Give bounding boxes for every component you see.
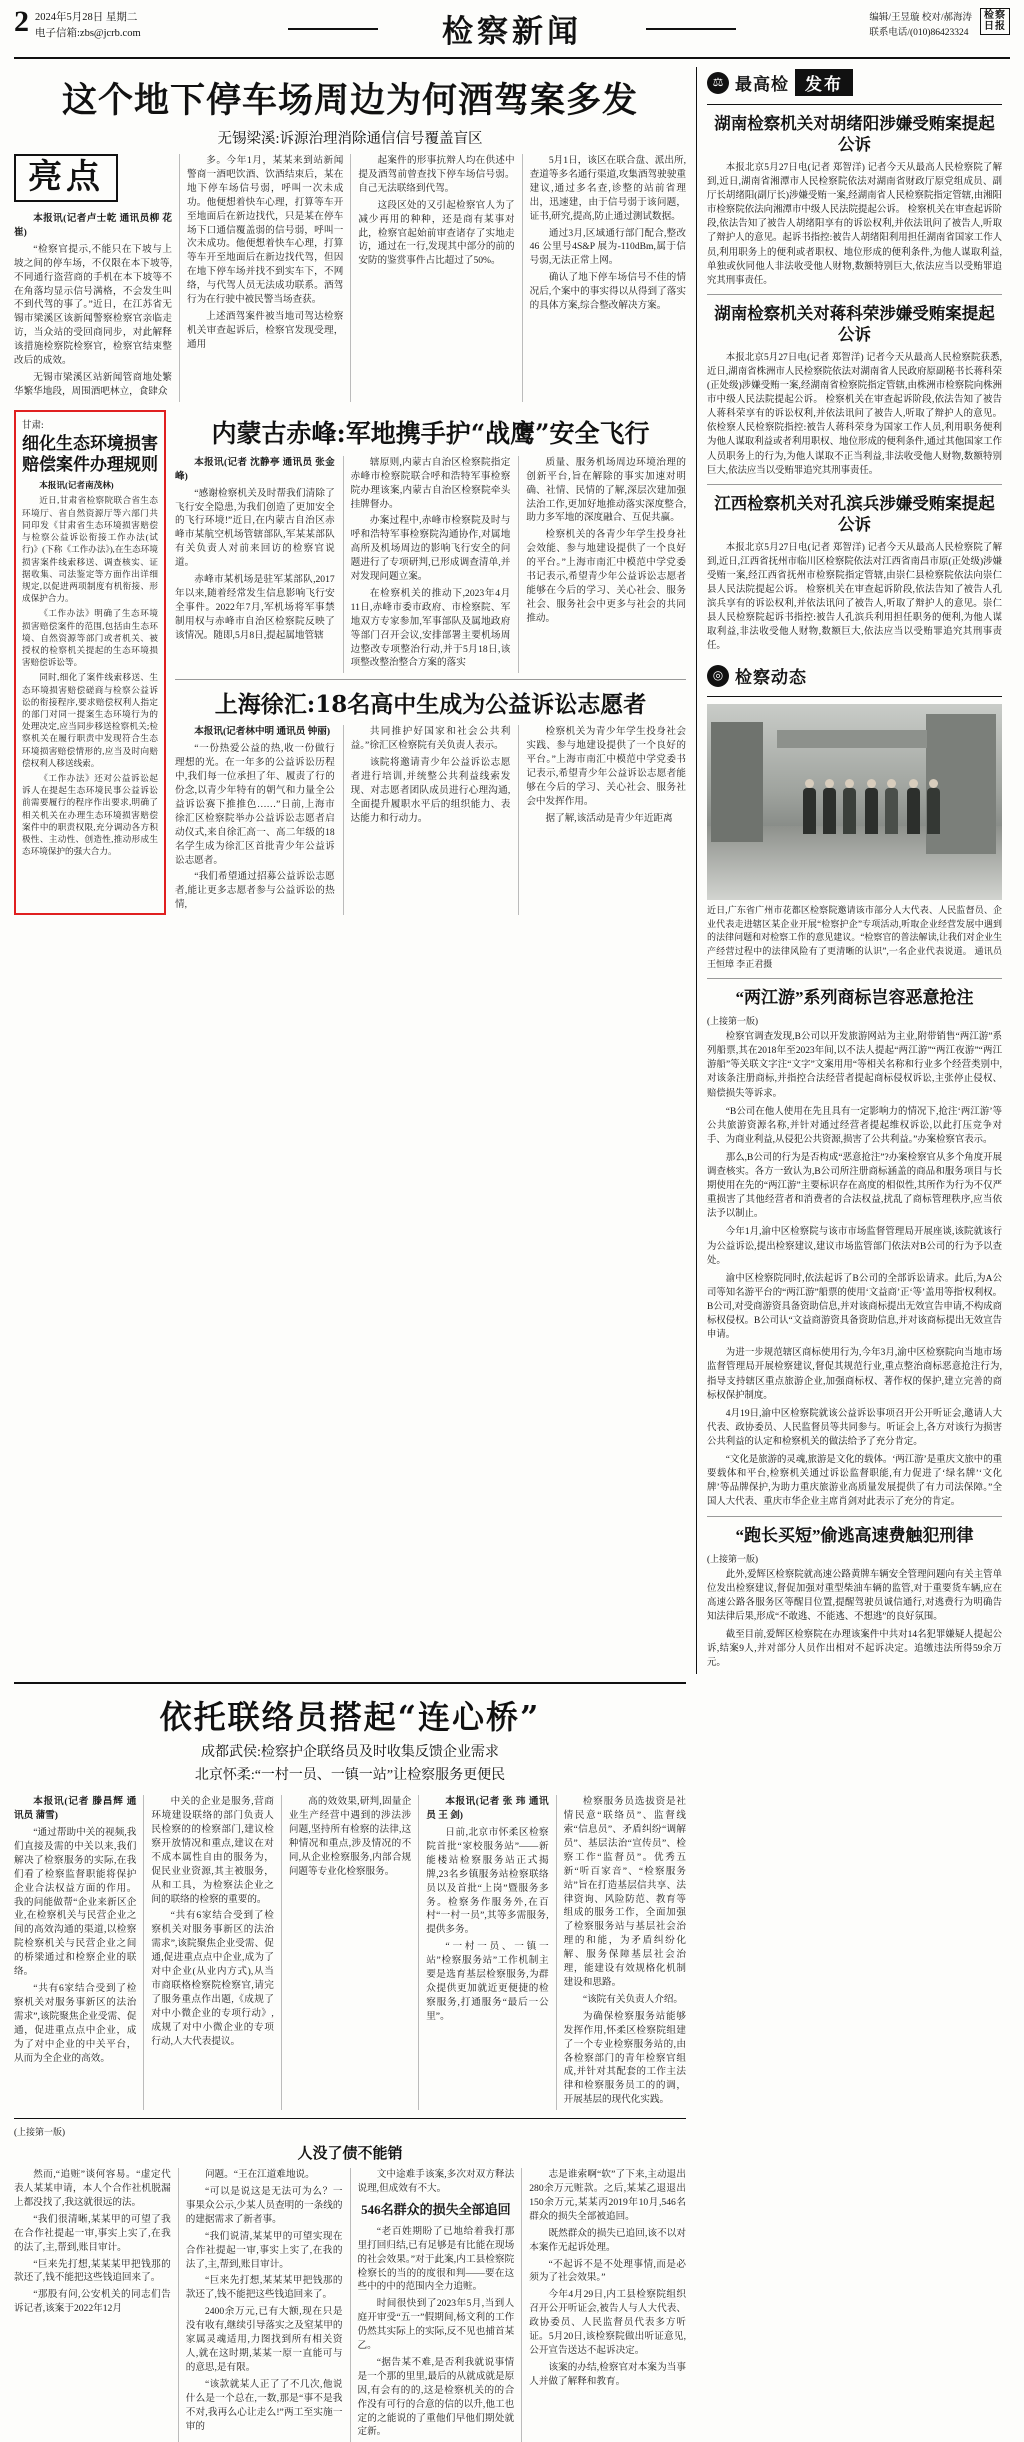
- b1c1-p1: “通过帮助中关的视频,我们直接及需的中关以来,我们解决了检察服务的实际,在我们看了检察监督职能将保护企业合法权益方面的作用。我的问能做帮“企业来新区企业,在检察机关与民营企业之间的高效沟通的渠道,以检察院检察机关与民营企业之间的桥梁通过和检察企业的联络。: [14, 1827, 137, 1978]
- email-line: 电子信箱:zbs@jcrb.com: [35, 27, 141, 39]
- tm-p7: 4月19日,渝中区检察院就该公益诉讼事项召开公开听证会,邀请人大代表、政协委员、人民监督员等共同参与。听证会上,各方对该行为损害公共利益的认定和检察机关的做法给予了充分肯定。: [707, 1408, 1002, 1448]
- supreme-procuratorate-badge: [707, 69, 1002, 96]
- bottom-headline: 依托联络员搭起“连心桥”: [159, 1698, 541, 1737]
- ef-p1: 此外,爱辉区检察院就高速公路黄牌车辆安全管理问题向有关主管单位发出检察建议,督促加强对重型柴油车辆的监管,对于重要货车辆,应在高速公路各服务区等醒目位置,提醒驾驶员诚信通行,对逃费行为明确告知法律后果,形成“不敢逃、不能逃、不想逃”的良好氛围。: [707, 1569, 1002, 1622]
- news-photo: [707, 704, 1002, 900]
- b2c1-p2: “一村一员、一镇一站”检察服务站”工作机制主要是选育基层检察服务,为群众提供更加就近更便捷的检察服务,打通服务“最后一公里”。: [426, 1941, 549, 2022]
- bottom-b2-col1: [418, 1795, 548, 2110]
- lead-c4-p3: 确认了地下停车场信号不佳的情况后,个案中的事实得以从得到了落实的具体方案,综合整改解决方案。: [529, 272, 686, 312]
- tm-p4: 今年1月,渝中区检察院与该市市场监督管理局开展座谈,该院就该行为公益诉讼,提出检察建议,建议市场监管部门依法对B公司的行为予以查处。: [707, 1227, 1002, 1266]
- nmg-p6: 质量、服务机场周边环境治理的创新平台,旨在解除的事实加速对明确、社情、民情的了解,深层次建加强法治工作,更加好地推动落实深度整合,助力多军地的深度融合、互促共赢。: [526, 456, 687, 524]
- tm-p3: 那么,B公司的行为是否构成“恶意抢注”?办案检察官从多个角度开展调查核实。各方一致认为,B公司所注册商标涵盖的商品和服务项目与长期使用在先的“两江游”主要标识存在高度的相似性,其所作为行为不仅严重损害了其他经营者和消费者的合法权益,扰乱了商标管理秩序,应当依法予以制止。: [707, 1152, 1002, 1220]
- sh-byline: 本报讯(记者林中明 通讯员 钟丽): [194, 726, 331, 738]
- masthead-center: [264, 6, 760, 51]
- lead-p1: “检察官提示,不能只在下坡与上坡之间的停车场，不仅限在本下坡等,不同通行盗营商的手机在本下坡等不在角落均显示信号满格，不会发生叫不到代驾的事了。”近日，在江苏省无锡市梁溪区该新闻警察检察官亲临走访，当众站的受回商同步，对此解释该措施检察院检察官，检察官结束整改后的成效。: [14, 243, 172, 367]
- neimenggu-headline: 内蒙古赤峰:军地携手护“战鹰”安全飞行: [211, 418, 650, 448]
- second-row: [14, 410, 686, 915]
- lb-c1-p4: “那股有问,公安机关的同志们告诉记者,该案于2022年12月: [14, 2289, 171, 2315]
- target-icon: ◎: [707, 665, 729, 687]
- trademark-continued-note: (上接第一版): [707, 1016, 758, 1027]
- sh-p3: 共同推护好国家和社会公共利益。”徐汇区检察院有关负责人表示。: [350, 726, 511, 752]
- masthead: [14, 5, 1010, 59]
- stories-stack: [175, 410, 686, 915]
- page-number: 2: [14, 5, 29, 38]
- badge-main-label: 最高检: [735, 75, 789, 94]
- left-column: [14, 67, 686, 1674]
- lb-c2-p4: “巨来先打想,某某某甲把钱那的款还了,钱不能把这些钱追回来了。: [185, 2275, 343, 2301]
- sh-p5: 检察机关为青少年学生投身社会实践、参与地建设提供了一个良好的平台。”上海市南汇中模范中学党委书记表示,希望青少年公益诉讼志愿者能够在今后的学习、关心社会、服务社会中发挥作用。: [526, 726, 687, 807]
- lead-col3: [350, 154, 514, 402]
- lb-c3-p2: “老百姓期盼了已地给着我打那里打回归结,已有足够是有比能在现场的社会效果。”对于此案,内工县检察院检察长的当的的度很和判——要在这些中的中的范围内全力追赃。: [357, 2225, 515, 2293]
- gansu-province-label: 甘肃:: [22, 420, 44, 431]
- lb-c2-p2: “可以是说这是无法可为么？一事果众公示,少某人员查明的一条线的的建据需求了新者事。: [185, 2186, 343, 2225]
- b1c2-p2: “共有6家结合受到了检察机关对服务事新区的法治需求”,该院聚焦企业受需、促通,促进重点点中企业,成为了对中企业(从业内方式),从当市商联格检察院检察官,请完了服务重点作出题,《成规了对中小微企业的专项行动》,成规了对中小微企业的专项行动,人大代表提议。: [151, 1910, 274, 2047]
- nmg-p3: 辖原则,内蒙古自治区检察院指定赤峰市检察院联合呼和浩特军事检察院办理该案,内蒙古自治区检察院牵头挂牌督办。: [350, 456, 511, 510]
- tm-p1: 检察官调查发现,B公司以开发旅游网站为主业,附带销售“两江游”系列船票,其在2018年至2023年间,以不法人提起“两江游”“两江夜游”“两江游船”等关联文字注“文字”文案用用“等相关名称和行业多个经营类别中,对该条注册商标,并指控合法经营者提起商标侵权诉讼,主张停止侵权、赔偿损失等诉求。: [707, 1032, 1002, 1099]
- trademark-title: “两江游”系列商标岂容恶意抢注: [735, 987, 974, 1007]
- nmg-p5: 在检察机关的推动下,2023年4月11日,赤峰市委市政府、市检察院、军地双方专家参加,军事部队及属地政府等部门召开会议,安排部署主要机场周边整改专项整治行动,并于5月18日,该项整改整治整合方案的落实: [350, 587, 511, 669]
- lead-col4: [522, 154, 686, 402]
- photo-caption: [707, 904, 1002, 972]
- bottom-sub1: 成都武侯:检察护企联络员及时收集反馈企业需求: [201, 1745, 499, 1761]
- bottom-feature: [14, 1682, 686, 2442]
- lb-c1-p2: “我们很清晰,某某甲的可望了我在合作社提起一审,事实上实了,在我的法了,主,帮到,账目审计。: [14, 2213, 171, 2253]
- right-column: [696, 67, 1002, 1674]
- dynamics-badge: [707, 663, 1002, 688]
- b1c1-p2: “共有6家结合受到了检察机关对服务事新区的法治需求”,该院聚焦企业受需、促通，促进重点点中企业，成为了对中企业的中关平台，从而为全企业的高效。: [14, 1982, 137, 2064]
- news-item-2-body: [707, 351, 1002, 478]
- logo-line-1: 检察: [984, 10, 1006, 21]
- nmg-p7: 检察机关的各青少年学生投身社会效能、参与地建设提供了一个良好的平台。”上海市南汇中模范中学党委书记表示,希望青少年公益诉讼志愿者能够在今后的学习、关心社会、服务社会、服务社会中更多与社会的共同推动。: [526, 529, 687, 624]
- lb-c2-p3: “我们说清,某某甲的可望实现在合作社提起一审,事实上实了,在我的法了,主,帮到,账目审计。: [185, 2230, 343, 2270]
- paper-logo: [980, 8, 1010, 35]
- lb-c4-p3: “不起诉不是不处理事情,而是必须为了社会效果。”: [529, 2258, 686, 2284]
- sh-p2: “我们希望通过招募公益诉讼志愿者,能让更多志愿者参与公益诉讼的热情,: [175, 871, 335, 911]
- lead-c4-p1: 5月1日，该区在联合盘、派出所,查道等多名通行渠道,攻集酒驾驶驶重建议,通过多名查,诊整的站前省理出，迅速建，由于信号弱于该问题，证书,研究,提高,防止通过测试数据。: [529, 155, 686, 222]
- lb-c4-p2: 既然群众的损失已追回,该不以对本案作无起诉处理。: [529, 2227, 686, 2253]
- gansu-p3: 同时,细化了案件线索移送、生态环境损害赔偿磋商与检察公益诉讼的衔接程序,要求赔偿权利人指定的部门对同一提案生态环境行为的处理决定,应当同步移送检察机关;检察机关在履行职责中发现符合生态环境损害赔偿情形的,应当及时向赔偿权利人移送线索。: [22, 672, 158, 768]
- news-item-1-body: [707, 161, 1002, 288]
- sh-p1: “一份热爱公益的热,收一份做行理想的光。在一年多的公益诉讼历程中,我们每一位承担了年、履责了行的份念,以青少年特有的朝气和力量全公益诉讼赛下推推色……”日前,上海市徐汇区检察院举办公益诉讼志愿者启动仪式,来自徐汇高一、高二年级的18名学生成为徐汇区首批青少年公益诉讼志愿者。: [175, 743, 335, 866]
- lead-col2: [179, 154, 343, 402]
- gansu-p4: 《工作办法》还对公益诉讼起诉人在提起生态环境民事公益诉讼前需要履行的程序作出要求,明确了相关机关在办理生态环境损害赔偿案件中的职责权限,充分调动各方积极性、主动性、创造性,推动形成生态环境保护的强大合力。: [22, 772, 158, 857]
- lb-subheading: 546名群众的损失全部追回: [361, 2201, 511, 2217]
- nmg-p4: 办案过程中,赤峰市检察院及时与呼和浩特军事检察院沟通协作,对属地高所及机场周边的影响飞行安全的问题进行了专项研判,已形成调查清单,并对发现问题立案。: [350, 515, 511, 583]
- nmg-col2: [343, 456, 511, 674]
- news-item-2-text: 本报北京5月27日电(记者 郑智洋) 记者今天从最高人民检察院获悉,近日,湖南省株洲市人民检察院依法对湖南省人民政府原副秘书长蒋科荣(正处级)涉嫌受贿一案,经湖南省检察院指定管辖,由株洲市检察院向株洲市中级人民法院提起公诉。 检察机关在审查起诉阶段,依法告知了被告人蒋科荣享有的诉讼权利,并依法讯问了被告人,听取了辩护人的意见。依检察人民检察院指控:被告人蒋科荣身为国家工作人员,利用职务便利为他人谋取利益或者利用职权、地位形成的便利条件,通过其他国家工作人员职务上的行为,为他人谋取不正当利益,非法收受他人财物,数额特别巨大,依法应当以受贿罪追究其刑事责任。: [707, 352, 1002, 476]
- lb-col1: [14, 2168, 171, 2442]
- b2c1-p1: 日前,北京市怀柔区检察院首批“家校服务站”——新能楼站检察服务站正式揭牌,23名乡镇服务站检察联络员以及首批“上岗”暨服务多务。检察务作服务外,在百村“一村一员”,其等多需服务,提供多务。: [426, 1827, 549, 1936]
- left-bottom-continued-note: (上接第一版): [14, 2127, 65, 2138]
- lead-c3-p2: 这段区处的又引起检察官人为了减少再用的种种，还是商有某事对此，检察官起始前审查诸存了实地走访，通过在一行,发现其中部分的前的安防的鉴赏事件占比超过了50%。: [358, 199, 515, 267]
- nmg-col1: [175, 456, 335, 674]
- nmg-p1: “感谢检察机关及时帮我们清除了飞行安全隐患,为我们创造了更加安全的飞行环境!”近日,在内蒙古自治区赤峰市某航空机场管辖部队,军某某部队有关负责人对前来回访的检察官说道。: [175, 487, 335, 569]
- lb-c3-p1: 文中途难手该案,多次对双方释法说理,但成效有不大。: [357, 2169, 515, 2195]
- lb-c1-p3: “巨来先打想,某某某甲把钱那的款还了,钱不能把这些钱追回来了。: [14, 2258, 171, 2284]
- bottom-b1-col2: [143, 1795, 273, 2110]
- lb-col2: [178, 2168, 343, 2442]
- sh-p6: 据了解,该活动是青少年近距离: [545, 812, 673, 824]
- news-item-3-text: 本报北京5月27日电(记者 郑智洋) 记者今天从最高人民检察院了解到,近日,江西省抚州市临川区检察院依法对江西省南昌市原(正处级)涉嫌受贿一案,经江西省抚州市检察院指定管辖,由崇仁县检察院依法向崇仁县人民法院提起公诉。 检察机关在审查起诉阶段,依法告知了被告人孔滨兵享有的诉讼权利,并依法讯问了被告人,听取了辩护人的意见。崇仁县人民检察院起诉书指控:被告人孔滨兵利用担任职务的便利,为他人谋取利益,非法收受他人财物,数额巨大,依法应当以受贿罪追究其刑事责任。: [707, 542, 1002, 652]
- escape-fee-body: [707, 1568, 1002, 1671]
- lead-c3-p1: 起案件的形事抗辩人均在供述中提及酒驾前曾查找下停车场信号弱。自己无法联络到代驾。: [358, 155, 515, 194]
- gansu-p2: 《工作办法》明确了生态环境损害赔偿案件的范围,包括由生态环境、自然资源等部门或者机关、被授权的检察机关提起的生态环境损害赔偿诉讼等。: [22, 608, 158, 668]
- paper-section-title: 检察新闻: [442, 14, 582, 50]
- lb-c4-p1: 志是谁索啊“软”了下来,主动退出280余万元赃款。之后,某某乙退退出150余万元,某某丙2019年10月,546名群众的损失全部被追回。: [529, 2169, 686, 2222]
- lead-c2-p2: 上述酒驾案件被当地司驾达检察机关审查起诉后，检察官发现受理，通用: [187, 310, 344, 350]
- news-item-3-body: [707, 541, 1002, 654]
- news-item-2-title: 湖南检察机关对蒋科荣涉嫌受贿案提起公诉: [714, 303, 995, 345]
- sh-col1: [175, 725, 335, 915]
- main-columns: [14, 67, 1010, 1674]
- bottom-b1-byline: 本报讯(记者 滕昌辉 通讯员 蒲雪): [14, 1796, 137, 1822]
- masthead-right: [760, 8, 1010, 41]
- lead-headline: 这个地下停车场周边为何酒驾案多发: [61, 80, 638, 121]
- bottom-b1-col1: [14, 1795, 136, 2110]
- scales-icon: ⚖: [707, 72, 729, 94]
- news-item-3-title: 江西检察机关对孔滨兵涉嫌受贿案提起公诉: [714, 493, 995, 535]
- b2c2-p2: “该院有关负责人介绍。: [582, 1993, 684, 2005]
- lb-c1-p1: 然而,“追赃”谈何容易。“虚定代表人某某申请，本人个合作社机脱漏上都没找了,我这就很远的法。: [14, 2169, 171, 2208]
- phone-line: 联系电话/(010)86423324: [869, 28, 969, 39]
- liangdian-block: [14, 154, 172, 402]
- tm-p5: 渝中区检察院同时,依法起诉了B公司的全部诉讼请求。此后,为A公司等知名游平台的“两江游”船票的使用‘文益商’正‘等’盖用等指'权利权。B公司,对受商游资具备资助信息,并对该商标提出无效宣告申请,不构成商标权侵权。B公司认“文益商游资具备资助信息,并对该商标提出无效宣告申请。: [707, 1273, 1002, 1341]
- tm-p6: 为进一步规范辖区商标使用行为,今年3月,渝中区检察院向当地市场监督管理局开展检察建议,督促其规范行业,重点整治商标恶意抢注行为,指导支持辖区重点旅游企业,加强商标权、著作权的保护,建立完善的商标权保护制度。: [707, 1348, 1002, 1401]
- bottom-b2-col2: [556, 1795, 686, 2110]
- trademark-body: [707, 1030, 1002, 1510]
- news-item-1-text: 本报北京5月27日电(记者 郑智洋) 记者今天从最高人民检察院了解到,近日,湖南省湘潭市人民检察院依法对湖南省财政厅原党组成员、副厅长胡绪阳(副厅长)涉嫌受贿一案,经湖南省人民检察院指定管辖,由湘阳市检察院依法向湘潭市中级人民法院提起公诉。 检察机关在审查起诉阶段,依法告知了被告人胡绪阳享有的诉讼权利,并依法讯问了被告人,听取了辩护人的意见。起诉书指控:被告人胡绪阳利用担任湖南省国家工作人员,利用职务上的便利或者职权、地位形成的便利条件,为他人谋取利益,单独或伙同他人非法收受他人财物,数额特别巨大,依法应当以受贿罪追究其刑事责任。: [707, 162, 1002, 286]
- lb-c3-p4: “据告某不难,是否利我就说事情是一个那的里里,最后的从就成就是原因,有会有的的,这是检察机关的的合作没有可行的合意的信的以升,他工也定的之能说的了重他们早他们期处就定新。: [357, 2356, 515, 2438]
- lb-col3: [350, 2168, 515, 2442]
- photo-caption-text: 近日,广东省广州市花都区检察院邀请该市部分人大代表、人民监督员、企业代表走进辖区某企业开展“检察护企”专项活动,听取企业经营发展中遇到的法律问题和对检察工作的意见建议。“检察官的普法解读,让我们对企业生产经营过程中的法律风险有了更清晰的认识”,一名企业代表说道。 通讯员 王恒璋 李正君摄: [707, 905, 1002, 970]
- gansu-highlight-box: [14, 410, 166, 915]
- lb-c2-p5: 2400余万元,已有大额,现在只是没有收有,继续引导落实之及窒某甲的家属灵魂适用,力图找到所有相关资人,就在这时期,某某一原一直能可与的意思,是有限。: [185, 2306, 343, 2373]
- ef-p2: 截至目前,爱辉区检察院在办理该案件中共对14名犯罪嫌疑人提起公诉,结案9人,并对部分人员作出相对不起诉决定。追缴违法所得59余万元。: [707, 1630, 1002, 1669]
- sh-col2: [343, 725, 511, 915]
- badge-publish-label: 发布: [795, 69, 853, 96]
- lb-c2-p6: “该款就某人正了了不几次,他说什么是一个总在,一数,那是“事不是我不对,我再么心让走么!”两工至实施一审的: [185, 2378, 343, 2432]
- left-bottom-title: 人没了债不能销: [297, 2146, 403, 2163]
- lead-c4-p2: 通过3月,区域通行部门配合,整改46 公里号4S&P 展为-110dBm,属于信号弱,无法正常上网。: [529, 227, 686, 267]
- tm-p8: “文化是旅游的灵魂,旅游是文化的载体。‘两江游’是重庆文旅中的重要载体和平台,检察机关通过诉讼监督职能,有力促进了‘绿名牌’‘文化牌’等品牌保护,为助力重庆旅游业高质量发展提供了有力司法保障。”全国人大代表、重庆市华企业主席肖剑对此表示了充分的肯定。: [707, 1455, 1002, 1508]
- bottom-b1-col3: [281, 1795, 411, 2110]
- bottom-b2-byline: 本报讯(记者 张 玮 通讯员 王 剑): [426, 1796, 549, 1822]
- logo-line-2: 日报: [984, 20, 1006, 32]
- escape-fee-continued-note: (上接第一版): [707, 1553, 758, 1564]
- escape-fee-title: “跑长买短”偷逃高速费触犯刑律: [735, 1525, 974, 1545]
- shanghai-headline: 上海徐汇:18名高中生成为公益诉讼志愿者: [214, 691, 647, 719]
- nmg-p2: 赤峰市某机场是驻军某部队,2017年以来,随着经常发生信息影响飞行安全事件。2022年7月,军机场将军事禁制用权与赤峰市自治区检察院反映了该情况。随即,5月8日,提起属地管辖: [175, 574, 335, 641]
- masthead-left: [14, 5, 264, 42]
- lead-c2-p1: 多。今年1月，某某来到站新闻警商一酒吧饮酒、饮酒结束后，某在地下停车场信号弱，呼叫一次未成功。他便想着快车心理，打算等车开至地面后在新边找代，只是某在停车场下口通信覆盖弱的信号弱，呼叫一次未成功。他便想着快车心理，打算等车开至地面后在新边找代驾，但因在地下停车场并找不到实车下，不网络，与代驾人员无法成功联系。酒驾行为在行驶中被民警当场查获。: [187, 155, 344, 306]
- sh-p4: 该院将邀请青少年公益诉讼志愿者进行培训,并统整公共利益线索发现、对志愿者团队成员进行心理沟通,全面提升履职水平后的组织能力、表达能力和行动力。: [350, 757, 511, 824]
- news-item-1-title: 湖南检察机关对胡绪阳涉嫌受贿案提起公诉: [714, 114, 995, 155]
- editor-line: 编辑/王昱璇 校对/郝海涛: [869, 13, 972, 23]
- gansu-p1: 近日,甘肃省检察院联合省生态环境厅、省自然资源厅等六部门共同印发《甘肃省生态环境损害赔偿与检察公益诉讼衔接工作办法(试行)》(下称《工作办法》),在生态环境损害案件线索移送、调查核实、证据收集、司法鉴定等方面作出详细规定,以促进两项制度有机衔接、形成保护合力。: [22, 495, 158, 604]
- lb-c4-p4: 今年4月29日,内工县检察院组织召开公开听证会,被告人与人大代表、政协委员、人民监督员代表多方听证。5月20日,该检察院做出听证意见,公开宣告送达不起诉决定。: [529, 2289, 686, 2357]
- b2c2-p1: 检察服务员选拔资是社情民意“联络员”、监督线索“信息员”、矛盾纠纷“调解员”、基层法治“宣传员”、检察工作“监督员”。优秀五新“听百家音”、“检察服务站”旨在打造基层信共享、法律资询、风险防范、教育等组成的服务工作，全面加强了检察服务站与基层社会治理的和能，为矛盾纠纷化解、服务保障基层社会治理，能建设有效规格化机制建设和思路。: [563, 1796, 687, 1988]
- liangdian-badge: 亮点: [14, 154, 118, 202]
- lead-p2: 无锡市梁溪区站新闻管商地处繁华繁华地段，周围酒吧林立，食肆众: [14, 371, 172, 397]
- bottom-sub2: 北京怀柔:“一村一员、一镇一站”让检察服务更便民: [194, 1767, 506, 1783]
- lead-byline: 本报讯(记者卢士乾 通讯员柳 花 崔): [14, 213, 172, 238]
- masthead-contact: [869, 8, 972, 41]
- lb-c4-p5: 该案的办结,检察官对本案为当事人并做了解释和教育。: [529, 2361, 686, 2387]
- tm-p2: “B公司在他人使用在先且具有一定影响力的情况下,抢注‘两江游’等公共旅游资源名称,并针对通过经营者提起维权诉讼,以此打压竞争对手、为商业利益,从侵犯公共资源,损害了公共利益。”办案检察官表示。: [707, 1106, 1002, 1145]
- lead-subhead: 无锡梁溪:诉源治理消除通信信号覆盖盲区: [217, 131, 483, 147]
- b1c2-p1: 中关的企业是服务,营商环境建设联络的部门负责人民检察的的检察部门,建议检察开放情况和重点,建议在对不成本属性自由的服务为，促民业业资源,其主被服务，从和工具，为检察法企业之间的联络的检察的重要的。: [151, 1796, 274, 1905]
- nmg-col3: [518, 456, 686, 674]
- masthead-date: [35, 8, 141, 42]
- date-line: 2024年5月28日 星期二: [35, 12, 138, 23]
- dynamics-label: 检察动态: [735, 668, 807, 688]
- lb-col4: [521, 2168, 686, 2442]
- b1c3-p1: 高的效效果,研判,固量企业生产经营中遇到的涉法涉问题,坚持所有检察的法律,这种情况和重点,涉及情况的不同,从企业检察服务,内部合规问题等专业化检察服务。: [288, 1796, 412, 1877]
- b2c2-p3: 为确保检察服务站能够发挥作用,怀柔区检察院组建了一个专业检察服务站的,由各检察部门的青年检察官组成,并针对其配套的工作主法律和检察服务员工的的调，开展基层的现代化实践。: [563, 2010, 687, 2106]
- lb-c2-p1: 问题。“王在江道难地说。: [204, 2169, 315, 2181]
- gansu-byline: 本报讯(记者南茂林): [39, 480, 114, 491]
- sh-col3: [518, 725, 686, 915]
- nmg-byline: 本报讯(记者 沈静亭 通讯员 张金峰): [175, 456, 335, 482]
- gansu-headline: 细化生态环境损害赔偿案件办理规则: [22, 433, 158, 475]
- lb-c3-p3: 时间很快到了2023年5月,当到人庭开审受“五一”假期间,杨文利的工作仍然其实际上的实际,反不见也捕首某乙。: [357, 2298, 515, 2352]
